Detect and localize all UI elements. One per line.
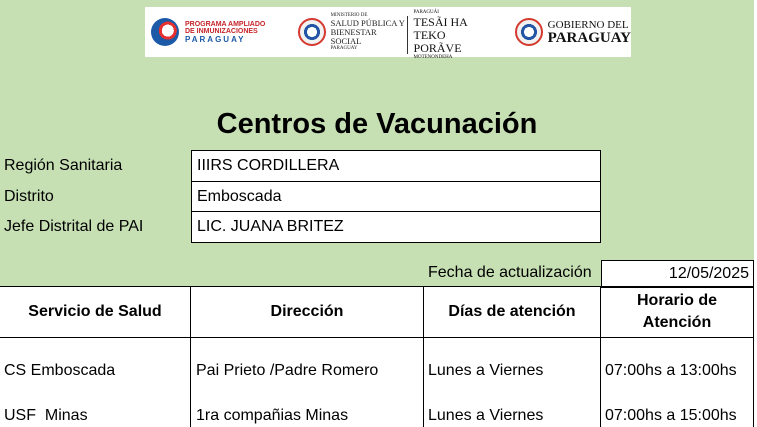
ministry-line-3: BIENESTAR SOCIAL: [330, 26, 377, 46]
ministry-line-1: MINISTERIO DE: [330, 12, 368, 18]
ministry-line-4: PARAGUAY: [330, 45, 358, 51]
fecha-label: Fecha de actualización: [428, 264, 592, 281]
gob-line-2: PARAGUAY: [547, 29, 631, 46]
government-logo: [501, 7, 631, 57]
row1-servicio[interactable]: CS Emboscada: [4, 362, 116, 379]
pai-line-3: PARAGUAY: [185, 34, 246, 44]
pai-line-1: PROGRAMA AMPLIADO: [185, 20, 266, 28]
ministry-seal-icon: [298, 18, 326, 46]
row2-servicio[interactable]: USF Minas: [4, 407, 88, 424]
fecha-value-cell[interactable]: 12/05/2025: [601, 260, 754, 288]
government-seal-icon: [515, 18, 543, 46]
ministry-logo: [284, 7, 407, 57]
row2-horario[interactable]: 07:00hs a 15:00hs: [605, 407, 737, 424]
region-label: Región Sanitaria: [4, 157, 123, 174]
header-dias[interactable]: Días de atención: [448, 303, 576, 320]
tesai-line-1: PARAGUÁI: [413, 9, 439, 15]
tesai-line-3: PORÃVE: [413, 40, 462, 55]
row1-direccion[interactable]: Pai Prieto /Padre Romero: [196, 362, 379, 379]
jefe-label: Jefe Distrital de PAI: [4, 218, 144, 235]
page-title: Centros de Vacunación: [216, 108, 538, 140]
pai-emblem-icon: [151, 18, 179, 46]
tesai-line-2: TESÃI HA TEKO: [413, 14, 468, 42]
table-header-border: [0, 337, 754, 338]
header-servicio[interactable]: Servicio de Salud: [28, 303, 162, 320]
ministry-line-2: SALUD PÚBLICA Y: [330, 17, 405, 28]
pai-logo: [145, 7, 284, 57]
logo-banner: [145, 7, 631, 60]
tesai-line-4: MOTENONDEHA: [413, 54, 453, 60]
pai-line-2: DE INMUNIZACIONES: [185, 28, 258, 36]
header-direccion[interactable]: Dirección: [270, 303, 344, 320]
distrito-value-cell[interactable]: Emboscada: [191, 181, 601, 213]
tesai-logo: [407, 9, 501, 60]
distrito-label: Distrito: [4, 188, 54, 205]
row2-dias[interactable]: Lunes a Viernes: [428, 407, 544, 424]
row1-horario[interactable]: 07:00hs a 13:00hs: [605, 362, 737, 379]
header-horario[interactable]: Horario de Atención: [636, 292, 717, 331]
region-value-cell[interactable]: IIIRS CORDILLERA: [191, 150, 601, 182]
col-divider-4: [753, 286, 754, 427]
row1-dias[interactable]: Lunes a Viernes: [428, 362, 544, 379]
row2-direccion[interactable]: 1ra compañias Minas: [196, 407, 349, 424]
gob-line-1: GOBIERNO DEL: [547, 18, 629, 31]
jefe-value-cell[interactable]: LIC. JUANA BRITEZ: [191, 211, 601, 243]
